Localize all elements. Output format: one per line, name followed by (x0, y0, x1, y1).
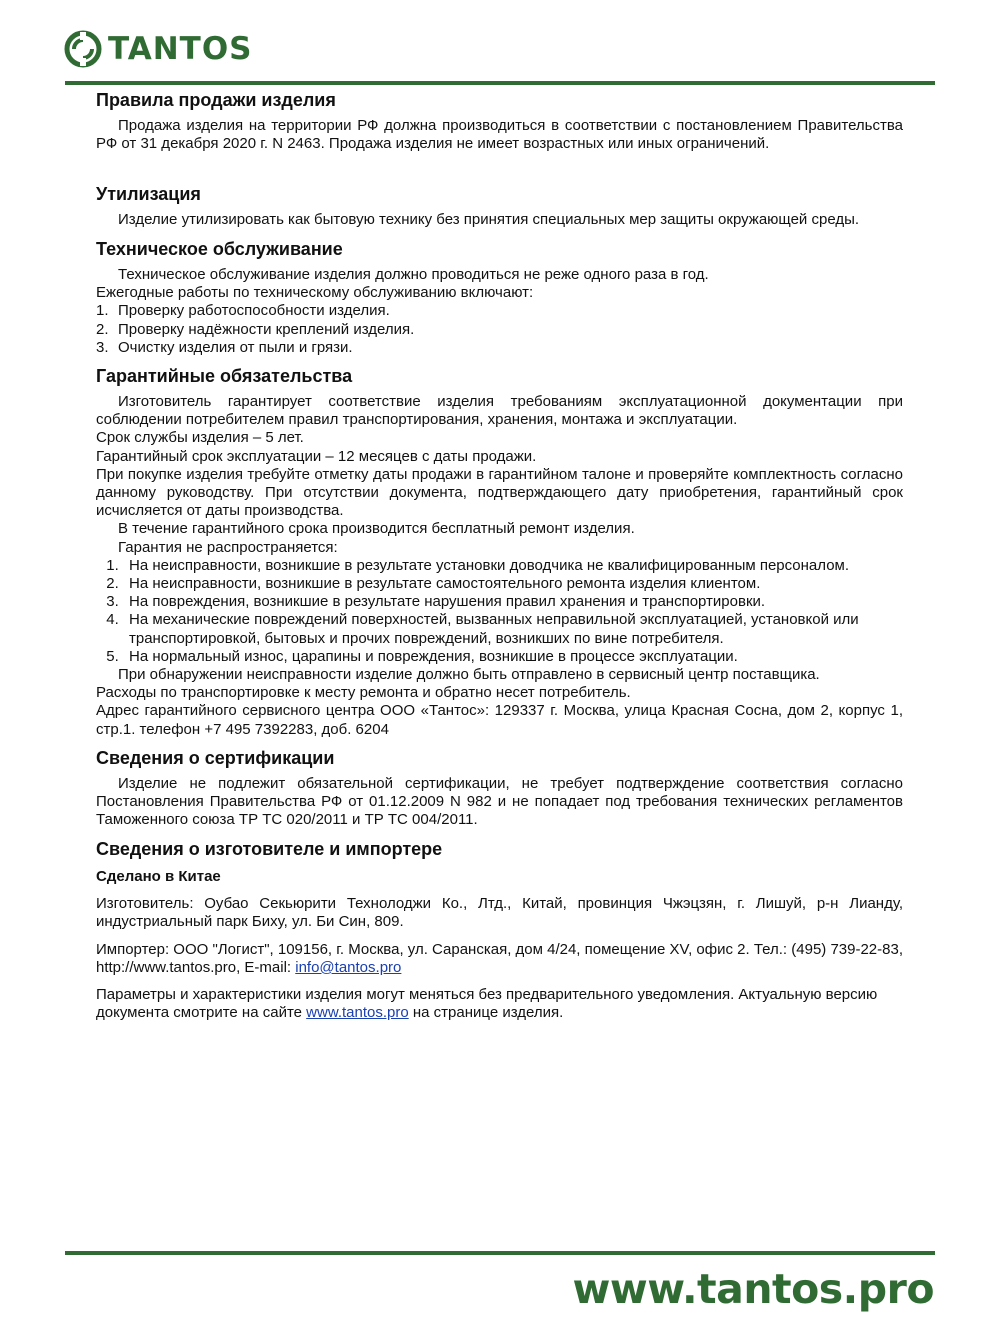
note-text: Параметры и характеристики изделия могут меняться без предварительного уведомления. Актуальную версию документа смотрите на сайте (96, 986, 878, 1022)
paragraph: Гарантия не распространяется: (118, 538, 338, 556)
section-certification (96, 748, 903, 830)
list-text: Проверку надёжности креплений изделия. (118, 320, 415, 338)
section-title: Сведения о изготовителе и импортере (96, 839, 443, 859)
paragraph: Изготовитель гарантирует соответствие изделия требованиям эксплуатационной документации при соблюдении потребителем правил транспортирования, хранения, монтажа и эксплуатации. (96, 393, 903, 429)
list-text: На неисправности, возникшие в результате самостоятельного ремонта изделия клиентом. (129, 575, 761, 593)
logo-text: TANTOS (108, 31, 253, 67)
list-number: 4. (106, 611, 119, 629)
list-item (96, 557, 903, 575)
header-divider (65, 81, 935, 85)
list-number: 3. (96, 338, 109, 356)
manufacturer-info: Изготовитель: Оубао Секьюрити Технолоджи Ко., Лтд., Китай, провинция Чжэцзян, г. Лишуй, р-н Лианду, индустриальный парк Биху, ул. Би Син, 809. (96, 895, 903, 931)
footer-website: www.tantos.pro (572, 1265, 934, 1313)
list-text: На механические повреждений поверхностей, вызванных неправильной эксплуатацией, установкой или транспортировкой, бытовых и прочих повреждений, возникших по вине потребителя. (129, 611, 859, 647)
paragraph: В течение гарантийного срока производится бесплатный ремонт изделия. (118, 520, 635, 538)
list-number: 2. (96, 320, 109, 338)
paragraph: Ежегодные работы по техническому обслуживанию включают: (96, 284, 534, 302)
site-link[interactable]: www.tantos.pro (306, 1004, 409, 1022)
footer-divider (65, 1251, 935, 1255)
paragraph: Срок службы изделия – 5 лет. (96, 429, 304, 447)
list-text: На повреждения, возникшие в результате нарушения правил хранения и транспортировки. (129, 593, 766, 611)
list-item (96, 593, 903, 611)
tantos-logo-icon (64, 30, 102, 68)
list-text: На неисправности, возникшие в результате установки доводчика не квалифицированным персоналом. (129, 556, 850, 574)
list-number: 1. (106, 556, 119, 574)
note (96, 986, 903, 1022)
list-number: 5. (106, 647, 119, 665)
paragraph: Техническое обслуживание изделия должно проводиться не реже одного раза в год. (118, 266, 709, 283)
paragraph: Продажа изделия на территории РФ должна производиться в соответствии с постановлением Правительства РФ от 31 декабря 2020 г. N 2463. Продажа изделия не имеет возрастных или иных ограничений. (96, 117, 903, 153)
section-service (96, 239, 903, 357)
section-sale (96, 90, 903, 153)
section-title: Правила продажи изделия (96, 90, 336, 110)
list-item (96, 575, 903, 593)
tantos-logo (64, 30, 253, 68)
list-item (96, 321, 903, 339)
note-text: на странице изделия. (408, 1004, 564, 1022)
section-disposal (96, 184, 903, 229)
section-manufacturer (96, 839, 903, 1022)
section-title: Техническое обслуживание (96, 239, 343, 259)
section-title: Сведения о сертификации (96, 748, 335, 768)
section-warranty (96, 366, 903, 739)
list-item (96, 339, 903, 357)
paragraph: Расходы по транспортировке к месту ремонта и обратно несет потребитель. (96, 684, 631, 702)
paragraph: При обнаружении неисправности изделие должно быть отправлено в сервисный центр поставщика. (118, 666, 820, 684)
paragraph: Гарантийный срок эксплуатации – 12 месяцев с даты продажи. (96, 447, 537, 465)
section-title: Гарантийные обязательства (96, 366, 353, 386)
paragraph: При покупке изделия требуйте отметку даты продажи в гарантийном талоне и проверяйте комплектность согласно данному руководству. При отсутствии документа, подтверждающего дату приобретения, гарантийный срок исчисляется от даты производства. (96, 465, 903, 520)
list-item (96, 648, 903, 666)
paragraph: Изделие не подлежит обязательной сертификации, не требует подтверждение соответствия согласно Постановления Правительства РФ от 01.12.2009 N 982 и не попадает под требования технических регламентов Таможенного союза ТР ТС 020/2011 и ТР ТС 004/2011. (96, 775, 903, 829)
list-text: На нормальный износ, царапины и повреждения, возникшие в процессе эксплуатации. (129, 647, 738, 665)
paragraph: Адрес гарантийного сервисного центра ООО «Тантос»: 129337 г. Москва, улица Красная Сосна, дом 2, корпус 1, стр.1. телефон +7 495 7392283, доб. 6204 (96, 702, 903, 738)
importer-info (96, 941, 903, 977)
paragraph: Изделие утилизировать как бытовую технику без принятия специальных мер защиты окружающей среды. (118, 211, 860, 228)
email-link[interactable]: info@tantos.pro (295, 958, 402, 976)
list-item (96, 302, 903, 320)
list-number: 2. (106, 575, 119, 593)
list-text: Проверку работоспособности изделия. (118, 302, 390, 320)
list-number: 3. (106, 593, 119, 611)
list-text: Очистку изделия от пыли и грязи. (118, 338, 353, 356)
section-title: Утилизация (96, 184, 201, 204)
importer-text: Импортер: ООО "Логист", 109156, г. Москва, ул. Саранская, дом 4/24, помещение XV, офис 2. Тел.: (495) 739-22-83, http://www.tantos.pro, E-mail: (96, 940, 903, 976)
list-number: 1. (96, 302, 109, 320)
list-item (96, 611, 903, 647)
made-in: Сделано в Китае (96, 868, 221, 885)
